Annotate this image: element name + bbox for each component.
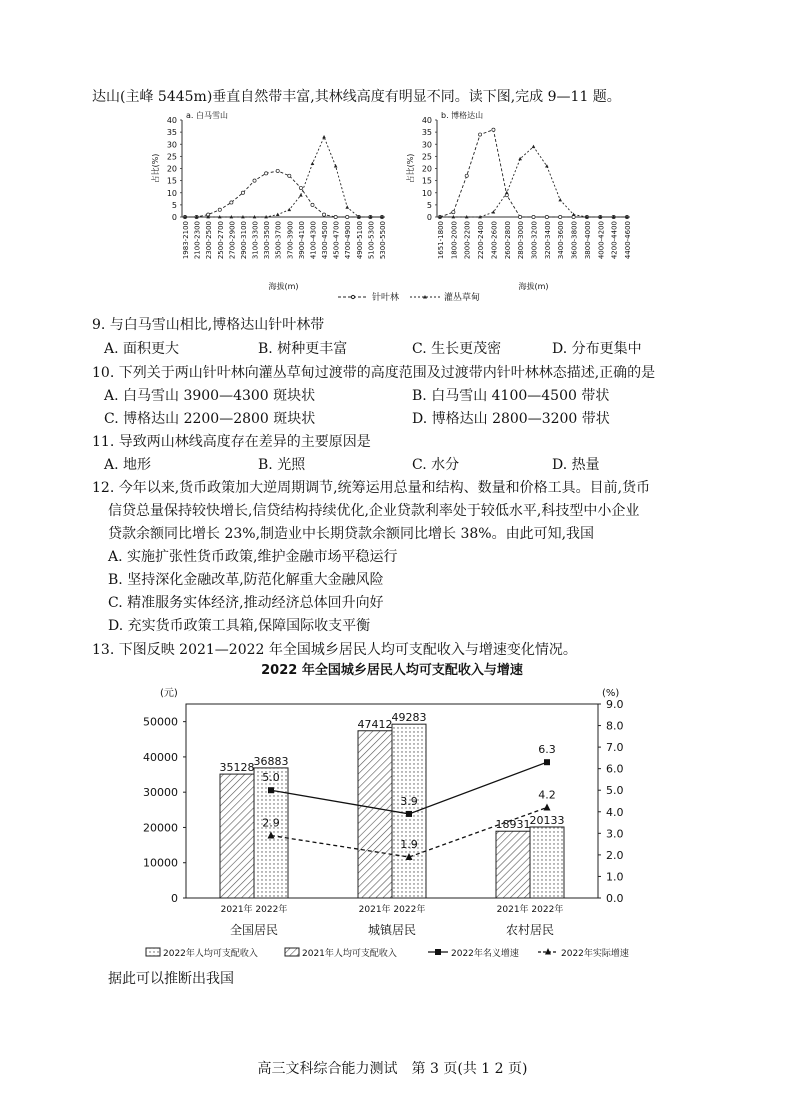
chart1-series-0-point xyxy=(559,215,562,218)
chart0-ytick-label: 15 xyxy=(166,176,177,186)
real-growth-point xyxy=(544,803,551,810)
q11-option-b: B. 光照 xyxy=(258,457,306,473)
nominal-growth-point xyxy=(406,811,412,817)
income-ytick-label: 40000 xyxy=(143,750,178,764)
chart0-xtick-label: 4900-5100 xyxy=(355,221,364,260)
chart0-ytick-label: 25 xyxy=(166,152,177,162)
q10-option-a: A. 白马雪山 3900—4300 斑块状 xyxy=(104,388,316,404)
chart1-xtick-label: 2600-2800 xyxy=(503,221,512,260)
chart0-xtick-label: 5300-5500 xyxy=(379,221,387,260)
legend-real-marker xyxy=(545,948,551,955)
income-y2tick-label: 5.0 xyxy=(606,784,624,798)
chart1-ytick-label: 25 xyxy=(421,152,432,162)
chart0-series-1-point xyxy=(299,193,303,196)
chart1-xtick-label: 3600-3800 xyxy=(570,221,579,260)
chart0-series-0-point xyxy=(241,191,244,194)
income-ytick-label: 50000 xyxy=(143,715,178,729)
income-chart-title: 2022 年全国城乡居民人均可支配收入与增速 xyxy=(261,663,523,678)
income-y2tick-label: 1.0 xyxy=(606,870,624,884)
income-category-label: 城镇居民 xyxy=(367,923,417,937)
real-growth-label: 1.9 xyxy=(400,838,418,852)
chart0-xtick-label: 2500-2700 xyxy=(216,221,225,260)
chart0-ytick-label: 20 xyxy=(166,164,177,174)
chart0-series-1-point xyxy=(287,208,291,211)
chart0-xtick-label: 5100-5300 xyxy=(367,221,376,260)
bar-2021 xyxy=(358,731,392,898)
chart0-xtick-label: 3100-3300 xyxy=(251,221,260,260)
nominal-growth-label: 5.0 xyxy=(262,771,280,785)
income-xsub-label: 2021年 2022年 xyxy=(358,905,426,915)
chart1-series-0-point xyxy=(545,215,548,218)
q9-option-c: C. 生长更茂密 xyxy=(412,341,502,357)
chart0-xtick-label: 2700-2900 xyxy=(228,221,237,260)
chart0-series-1-point xyxy=(311,162,315,165)
legend-conifer-marker xyxy=(351,295,354,298)
legend-real-label: 2022年实际增速 xyxy=(561,949,629,959)
chart1-ytick-label: 20 xyxy=(421,164,432,174)
chart1-ytick-label: 0 xyxy=(426,213,432,222)
chart0-series-0-point xyxy=(346,215,349,218)
chart0-xtick-label: 3700-3900 xyxy=(286,221,295,260)
income-ytick-label: 30000 xyxy=(143,786,178,800)
nominal-growth-point xyxy=(544,759,550,765)
bar-2022 xyxy=(530,827,564,898)
chart0-series-0-point xyxy=(230,201,233,204)
q11-stem: 11. 导致两山林线高度存在差异的主要原因是 xyxy=(92,434,371,450)
legend-nominal-marker xyxy=(435,949,441,955)
legend-2022-swatch xyxy=(146,948,160,956)
chart0-series-0-point xyxy=(265,172,268,175)
chart0-xtick-label: 2100-2300 xyxy=(193,221,202,260)
chart1-series-1-line xyxy=(440,147,627,217)
bar-2021 xyxy=(220,774,254,898)
chart1-title: b. 博格达山 xyxy=(441,111,484,120)
mountain-charts xyxy=(0,108,785,338)
q12-option-a: A. 实施扩张性货币政策,维护金融市场平稳运行 xyxy=(108,549,398,565)
legend-2021-label: 2021年人均可支配收入 xyxy=(302,949,397,959)
income-y2tick-label: 7.0 xyxy=(606,741,624,755)
chart0-ytick-label: 35 xyxy=(166,128,177,138)
legend-conifer-label: 针叶林 xyxy=(372,293,400,303)
bar-2022-label: 36883 xyxy=(253,754,289,768)
chart0-series-1-line xyxy=(185,137,382,217)
q12-option-b: B. 坚持深化金融改革,防范化解重大金融风险 xyxy=(108,572,384,588)
chart0-xtick-label: 1983-2100 xyxy=(182,221,190,260)
chart1-xlabel: 海拔(m) xyxy=(518,282,549,291)
chart1-series-0-point xyxy=(478,133,481,136)
chart0-xtick-label: 2900-3100 xyxy=(239,220,248,260)
income-chart xyxy=(0,658,785,968)
chart1-xtick-label: 3800-4000 xyxy=(583,221,592,260)
chart0-title: a. 白马雪山 xyxy=(186,111,228,120)
chart0-series-0-line xyxy=(185,171,382,217)
chart1-xtick-label: 3000-3200 xyxy=(530,221,539,260)
chart1-series-1-point xyxy=(532,145,536,148)
chart0-ytick-label: 40 xyxy=(166,116,177,125)
chart1-series-0-point xyxy=(452,211,455,214)
chart1-xtick-label: 2800-3000 xyxy=(517,221,526,260)
chart1-ylabel: 占比(%) xyxy=(406,153,415,184)
bar-2021 xyxy=(496,831,530,898)
nominal-growth-label: 3.9 xyxy=(400,794,418,808)
chart0-xtick-label: 3500-3700 xyxy=(274,221,283,260)
income-xsub-label: 2021年 2022年 xyxy=(496,905,564,915)
chart0-series-0-point xyxy=(276,169,279,172)
bar-2021-label: 35128 xyxy=(219,761,255,775)
income-y2tick-label: 0.0 xyxy=(606,892,624,905)
chart1-ytick-label: 40 xyxy=(421,116,432,125)
legend-2022-label: 2022年人均可支配收入 xyxy=(163,949,258,959)
q10-option-b: B. 白马雪山 4100—4500 带状 xyxy=(412,388,610,404)
page-footer: 高三文科综合能力测试 第 3 页(共 1 2 页) xyxy=(257,1061,528,1077)
income-category-label: 农村居民 xyxy=(505,923,555,937)
q12-stem-line-2: 信贷总量保持较快增长,信贷结构持续优化,企业贷款利率处于较低水平,科技型中小企业 xyxy=(108,503,640,519)
chart1-ytick-label: 10 xyxy=(421,188,432,198)
q10-option-c: C. 博格达山 2200—2800 斑块状 xyxy=(104,411,316,427)
income-category-label: 全国居民 xyxy=(229,923,279,937)
real-growth-label: 4.2 xyxy=(538,788,556,802)
chart0-series-0-point xyxy=(299,186,302,189)
bar-2022-label: 49283 xyxy=(391,711,427,725)
chart1-xtick-label: 2200-2400 xyxy=(477,220,486,260)
chart1-xtick-label: 2400-2600 xyxy=(490,221,499,260)
chart1-ytick-label: 35 xyxy=(421,128,432,138)
chart0-xtick-label: 4500-4700 xyxy=(332,221,341,260)
q11-option-c: C. 水分 xyxy=(412,457,460,473)
chart0-series-1-point xyxy=(345,205,349,208)
q10-option-d: D. 博格达山 2800—3200 带状 xyxy=(412,411,610,427)
chart0-series-1-point xyxy=(334,164,338,167)
legend-nominal-label: 2022年名义增速 xyxy=(451,949,519,959)
income-ytick-label: 0 xyxy=(171,892,178,905)
chart1-series-0-point xyxy=(519,215,522,218)
q9-option-a: A. 面积更大 xyxy=(104,341,180,357)
bar-2021-label: 47412 xyxy=(357,717,393,731)
chart0-series-0-point xyxy=(311,203,314,206)
chart0-ylabel: 占比(%) xyxy=(151,153,160,184)
q12-option-d: D. 充实货币政策工具箱,保障国际收支平衡 xyxy=(108,618,371,634)
chart1-xtick-label: 4400-4600 xyxy=(624,221,632,260)
q12-stem-line-3: 贷款余额同比增长 23%,制造业中长期贷款余额同比增长 38%。由此可知,我国 xyxy=(108,526,595,542)
income-y2tick-label: 9.0 xyxy=(606,698,624,711)
nominal-growth-label: 6.3 xyxy=(538,743,556,757)
q11-option-a: A. 地形 xyxy=(104,457,152,473)
q10-stem: 10. 下列关于两山针叶林向灌丛草甸过渡带的高度范围及过渡带内针叶林林态描述,正确的是 xyxy=(92,365,656,381)
q9-stem: 9. 与白马雪山相比,博格达山针叶林带 xyxy=(92,317,325,333)
chart1-series-1-point xyxy=(572,213,576,216)
chart1-xtick-label: 1800-2000 xyxy=(450,221,459,260)
q9-option-d: D. 分布更集中 xyxy=(552,341,642,357)
chart0-xtick-label: 4700-4900 xyxy=(344,221,353,260)
chart0-xtick-label: 2300-2500 xyxy=(205,221,214,260)
chart0-xtick-label: 4300-4500 xyxy=(321,221,330,260)
income-y2tick-label: 8.0 xyxy=(606,719,624,733)
chart1-series-1-point xyxy=(558,198,562,201)
chart0-xtick-label: 3300-3500 xyxy=(263,221,272,260)
income-ytick-label: 20000 xyxy=(143,821,178,835)
chart0-series-1-point xyxy=(322,135,326,138)
bar-2021-label: 18931 xyxy=(495,818,531,832)
chart1-xtick-label: 3400-3600 xyxy=(557,221,566,260)
q13-after: 据此可以推断出我国 xyxy=(108,971,234,987)
chart1-ytick-label: 5 xyxy=(426,200,432,210)
real-growth-label: 2.9 xyxy=(262,816,280,830)
income-ytick-label: 10000 xyxy=(143,856,178,870)
chart0-series-0-point xyxy=(253,179,256,182)
chart0-xtick-label: 3900-4100 xyxy=(297,221,306,260)
chart0-series-0-point xyxy=(218,208,221,211)
q13-stem: 13. 下图反映 2021—2022 年全国城乡居民人均可支配收入与增速变化情况。 xyxy=(92,642,577,658)
income-ylabel: (元) xyxy=(160,688,178,699)
income-y2tick-label: 2.0 xyxy=(606,848,624,862)
chart0-ytick-label: 10 xyxy=(166,188,177,198)
chart1-ytick-label: 15 xyxy=(421,176,432,186)
chart1-ytick-label: 30 xyxy=(421,140,432,150)
chart0-xlabel: 海拔(m) xyxy=(268,282,299,291)
chart1-series-0-point xyxy=(532,215,535,218)
chart1-series-0-point xyxy=(492,128,495,131)
chart1-series-0-point xyxy=(465,174,468,177)
chart0-ytick-label: 30 xyxy=(166,140,177,150)
q12-stem-line-1: 12. 今年以来,货币政策加大逆周期调节,统筹运用总量和结构、数量和价格工具。目前,货币 xyxy=(92,480,651,496)
chart0-series-1-point xyxy=(276,213,280,216)
chart0-ytick-label: 0 xyxy=(171,213,177,222)
chart1-xtick-label: 3200-3400 xyxy=(543,221,552,260)
income-y2tick-label: 4.0 xyxy=(606,805,624,819)
chart0-series-0-point xyxy=(322,213,325,216)
chart1-series-0-line xyxy=(440,130,627,217)
chart0-ytick-label: 5 xyxy=(171,200,177,210)
q9-option-b: B. 树种更丰富 xyxy=(258,341,348,357)
chart1-xtick-label: 4000-4200 xyxy=(597,221,606,260)
chart1-series-1-point xyxy=(505,191,509,194)
chart1-xtick-label: 2000-2200 xyxy=(463,221,472,260)
legend-shrub-label: 灌丛草甸 xyxy=(444,293,481,303)
income-y2label: (%) xyxy=(602,688,620,699)
chart1-xtick-label: 4200-4400 xyxy=(610,221,619,260)
q11-option-d: D. 热量 xyxy=(552,457,600,473)
income-y2tick-label: 6.0 xyxy=(606,762,624,776)
chart0-xtick-label: 4100-4300 xyxy=(309,221,318,260)
intro-line: 达山(主峰 5445m)垂直自然带丰富,其林线高度有明显不同。读下图,完成 9—11 题。 xyxy=(92,89,621,105)
q12-option-c: C. 精准服务实体经济,推动经济总体回升向好 xyxy=(108,595,384,611)
chart0-series-0-point xyxy=(288,174,291,177)
bar-2022-label: 20133 xyxy=(529,813,565,827)
income-xsub-label: 2021年 2022年 xyxy=(220,905,288,915)
legend-2021-swatch xyxy=(285,948,299,956)
chart0-series-0-point xyxy=(334,215,337,218)
chart1-xtick-label: 1651-1800 xyxy=(437,221,445,260)
income-y2tick-label: 3.0 xyxy=(606,827,624,841)
nominal-growth-point xyxy=(268,787,274,793)
